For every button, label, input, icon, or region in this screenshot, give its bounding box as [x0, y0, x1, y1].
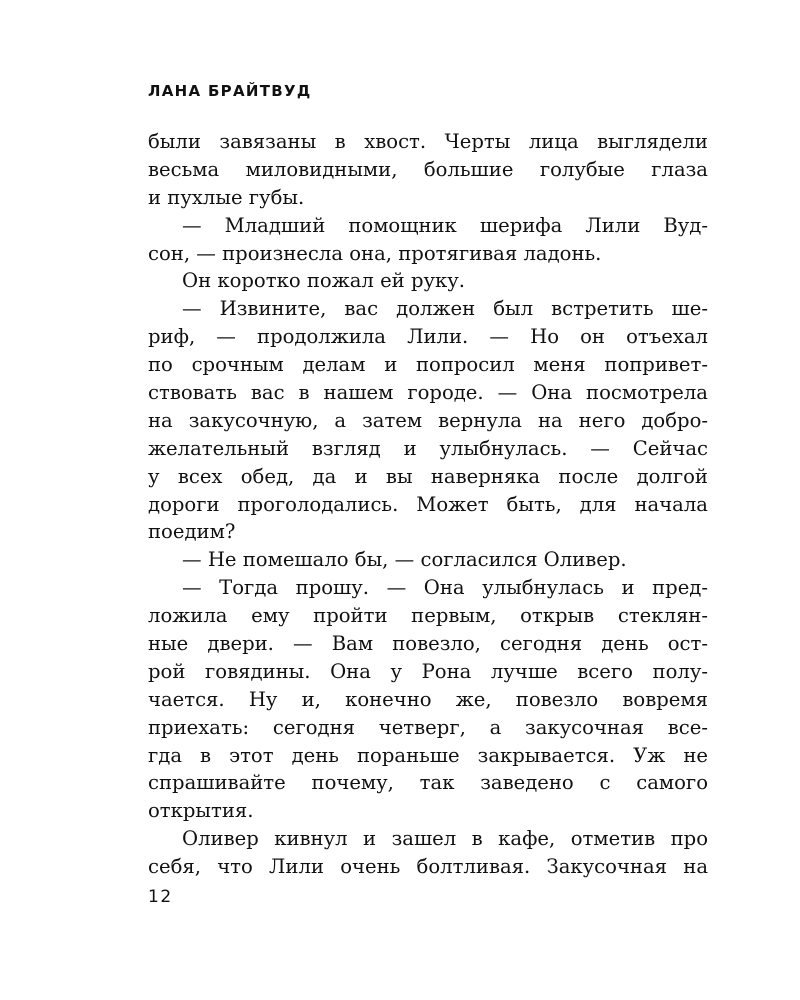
- page-number: 12: [148, 887, 173, 907]
- text-line: по срочным делам и попросил меня попривет-: [148, 353, 708, 377]
- body-text: [148, 128, 708, 881]
- text-line: поедим?: [148, 520, 236, 544]
- text-line: у всех обед, да и вы наверняка после долгой: [148, 464, 708, 488]
- text-line: себя, что Лили очень болтливая. Закусочная на: [148, 855, 708, 879]
- text-line: приехать: сегодня четверг, а закусочная все-: [148, 715, 708, 739]
- text-line: сон, — произнесла она, протягивая ладонь.: [148, 241, 602, 265]
- text-line: ложила ему пройти первым, открыв стеклян-: [148, 604, 708, 628]
- text-line: — Тогда прошу. — Она улыбнулась и пред-: [182, 576, 708, 600]
- text-line: ные двери. — Вам повезло, сегодня день ост-: [148, 632, 708, 656]
- text-line: — Не помешало бы, — согласился Оливер.: [182, 548, 627, 572]
- text-line: рой говядины. Она у Рона лучше всего полу-: [148, 659, 708, 683]
- text-line: Он коротко пожал ей руку.: [182, 269, 466, 293]
- text-line: Оливер кивнул и зашел в кафе, отметив про: [182, 827, 708, 851]
- text-line: открытия.: [148, 799, 254, 823]
- text-line: спрашивайте почему, так заведено с самого: [148, 771, 708, 795]
- text-line: весьма миловидными, большие голубые глаза: [148, 157, 708, 181]
- text-line: были завязаны в хвост. Черты лица выглядели: [148, 130, 708, 153]
- text-line: ствовать вас в нашем городе. — Она посмотрела: [148, 381, 708, 405]
- text-line: и пухлые губы.: [148, 185, 305, 209]
- running-header-author: ЛАНА БРАЙТВУД: [148, 82, 312, 100]
- text-line: на закусочную, а затем вернула на него добро-: [148, 408, 708, 432]
- text-line: чается. Ну и, конечно же, повезло вовремя: [148, 687, 708, 711]
- text-line: — Младший помощник шерифа Лили Вуд-: [182, 213, 708, 237]
- text-line: дороги проголодались. Может быть, для начала: [148, 492, 708, 516]
- text-line: — Извините, вас должен был встретить ше-: [182, 297, 708, 321]
- text-line: гда в этот день пораньше закрывается. Уж не: [148, 743, 708, 767]
- text-line: риф, — продолжила Лили. — Но он отъехал: [148, 325, 708, 349]
- text-line: желательный взгляд и улыбнулась. — Сейчас: [148, 436, 708, 460]
